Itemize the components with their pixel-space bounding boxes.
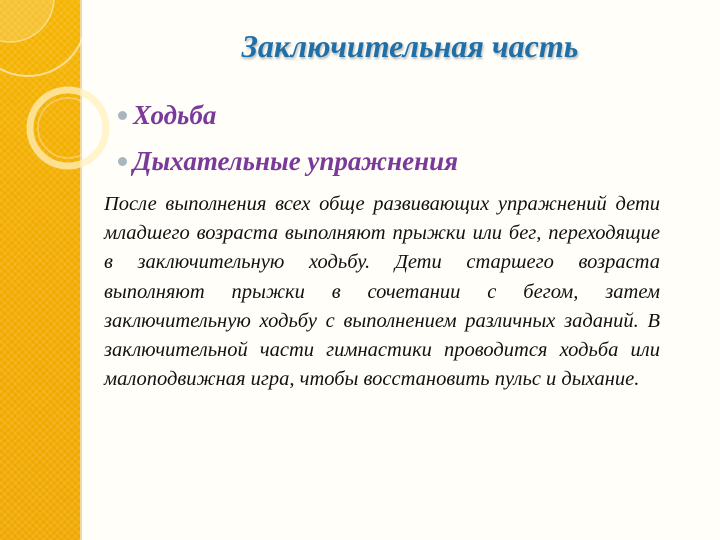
decorative-ring-filled bbox=[0, 0, 54, 42]
bullet-item bbox=[118, 92, 458, 138]
body-paragraph: После выполнения всех обще развивающих упражнений дети младшего возраста выполняют прыжки или бег, переходящие в заключительную ходьбу. Дети старшего возраста выполняют прыжки в сочетании с бегом, затем заключительную ходьбу с выполнением различных заданий. В заключительной части гимнастики проводится ходьба или малоподвижная игра, чтобы восстановить пульс и дыхание. bbox=[104, 193, 660, 391]
bullet-dot-icon bbox=[118, 111, 127, 120]
bullet-list bbox=[118, 92, 458, 184]
bullet-text-walking: Ходьба bbox=[133, 99, 217, 130]
bullet-item bbox=[118, 138, 458, 184]
bullet-text-breathing-exercises: Дыхательные упражнения bbox=[133, 145, 459, 176]
decorative-ring-medium bbox=[30, 90, 106, 166]
slide-title: Заключительная часть bbox=[241, 28, 579, 64]
bullet-dot-icon bbox=[118, 157, 127, 166]
decorative-ring-medium-inner bbox=[38, 98, 98, 158]
